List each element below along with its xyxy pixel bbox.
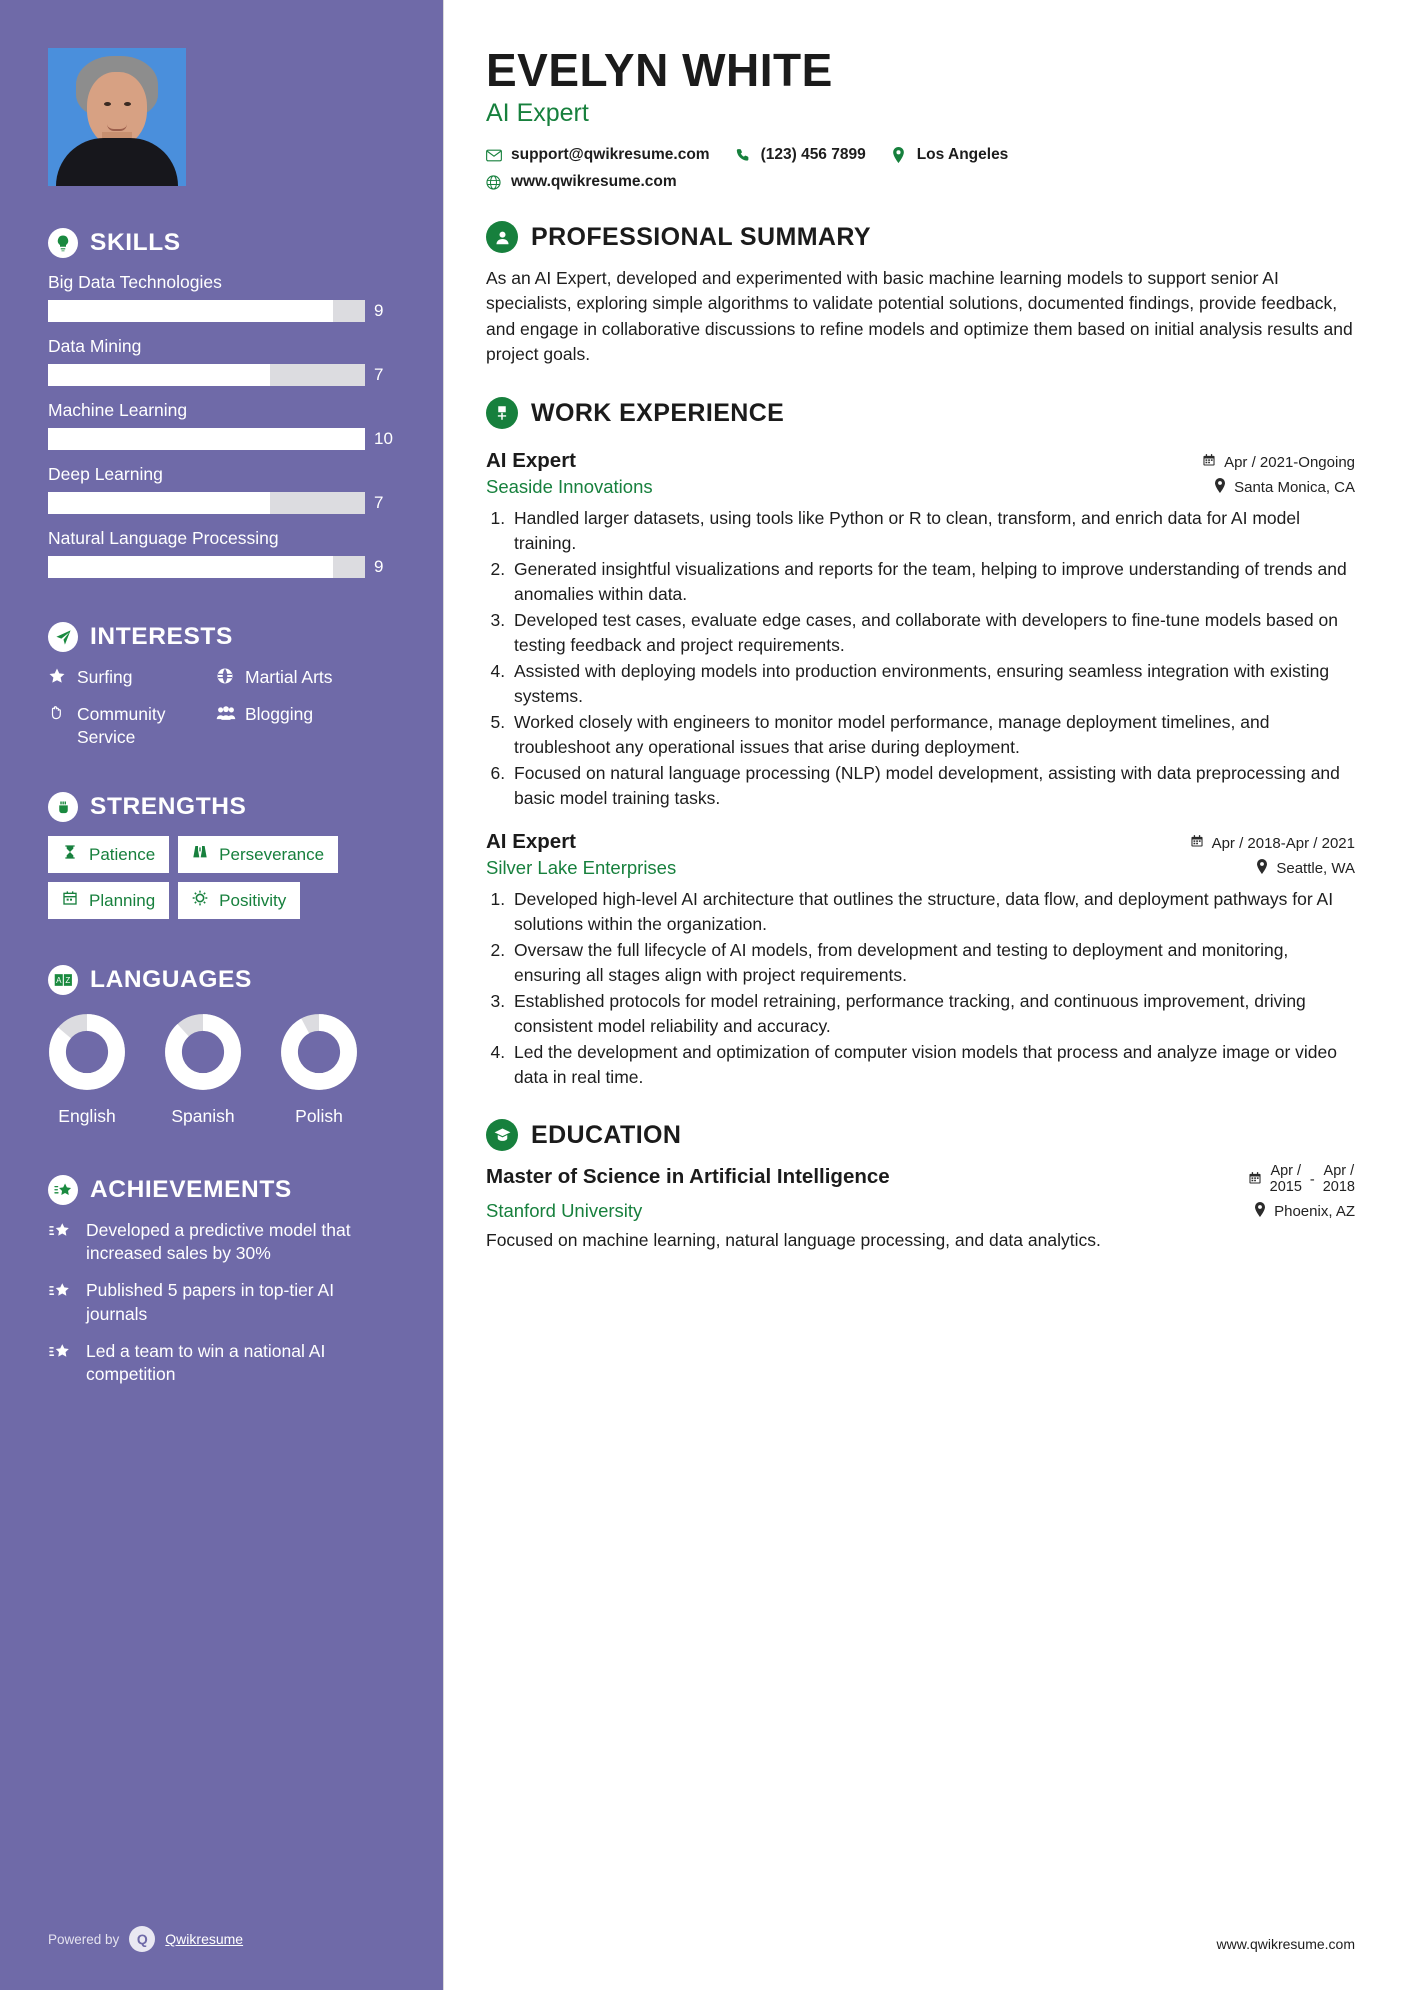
skill-value: 9: [374, 557, 384, 576]
skill-bar: [48, 300, 365, 322]
strength-label: Planning: [89, 890, 156, 910]
calendar-icon: [1190, 834, 1204, 852]
strengths-header: [48, 792, 395, 822]
avatar-eye-left: [104, 102, 111, 106]
skill-label: Data Mining: [48, 336, 142, 356]
education-section: [486, 1119, 1355, 1253]
education-end-month: Apr /: [1323, 1163, 1355, 1180]
strength-label: Patience: [89, 844, 156, 864]
skill-item: [48, 528, 395, 578]
education-start-year: 2015: [1269, 1178, 1302, 1195]
strength-label: Perseverance: [219, 844, 325, 864]
work-entry: [486, 449, 1355, 810]
main-content: [444, 0, 1407, 1990]
interests-section: [0, 622, 443, 748]
hourglass-icon: [62, 844, 80, 865]
office-chair-icon: [486, 397, 518, 429]
globe-icon: [216, 667, 236, 691]
language-donut: [48, 1013, 126, 1091]
skill-value: 7: [374, 365, 384, 384]
language-item: [48, 1013, 126, 1127]
svg-text:A: A: [55, 976, 61, 986]
website-item[interactable]: [486, 173, 677, 191]
graduation-icon: [486, 1119, 518, 1151]
job-bullet: 3. Developed test cases, evaluate edge cases, and collaborate with developers to fine-tune models based on testing feedback and project requirements.: [510, 608, 1355, 657]
job-role-subtitle: AI Expert: [486, 99, 589, 128]
education-location: [1254, 1202, 1355, 1221]
work-entry: [486, 830, 1355, 1089]
users-icon: [216, 704, 236, 728]
language-label: English: [58, 1106, 116, 1127]
skill-bar: [48, 556, 365, 578]
job-dates-text: Apr / 2018-Apr / 2021: [1211, 834, 1355, 852]
skill-label: Natural Language Processing: [48, 528, 279, 548]
education-degree: Master of Science in Artificial Intelligence: [486, 1165, 890, 1189]
job-location-text: Seattle, WA: [1276, 860, 1355, 878]
avatar: [48, 48, 186, 186]
job-bullet: 4. Led the development and optimization of computer vision models that process and analyze image or video data in real time.: [510, 1040, 1355, 1089]
job-bullet: 6. Focused on natural language processing (NLP) model development, assisting with data preprocessing and basic model training tasks.: [510, 761, 1355, 810]
hand-icon: [48, 704, 68, 728]
education-end-date: [1323, 1164, 1355, 1196]
skill-item: [48, 464, 395, 514]
phone-text: (123) 456 7899: [760, 146, 866, 164]
qwikresume-logo-icon: Q: [129, 1926, 155, 1952]
education-date-separator: -: [1309, 1171, 1315, 1188]
languages-list: [48, 1013, 395, 1127]
strengths-section: [0, 792, 443, 919]
skill-bar: [48, 428, 365, 450]
job-dates-text: Apr / 2021-Ongoing: [1224, 453, 1355, 471]
education-end-year: 2018: [1322, 1178, 1355, 1195]
interests-list: [48, 666, 395, 748]
job-title: AI Expert: [486, 830, 576, 854]
translate-icon: [48, 965, 78, 995]
achievement-item: [48, 1340, 395, 1386]
interest-item: [216, 666, 395, 691]
interest-label: Martial Arts: [245, 667, 333, 687]
language-item: [164, 1013, 242, 1127]
professional-summary-section: [486, 221, 1355, 367]
location-item: [892, 146, 1009, 164]
job-bullet-list: [510, 506, 1355, 810]
map-pin-icon: [1214, 478, 1226, 497]
contact-row-website: [486, 173, 1355, 191]
education-school: Stanford University: [486, 1199, 643, 1221]
achievements-header: [48, 1175, 395, 1205]
map-pin-icon: [892, 147, 908, 163]
achievements-section: [0, 1175, 443, 1426]
skill-item: [48, 336, 395, 386]
main-footer-website: www.qwikresume.com: [1216, 1936, 1355, 1952]
fist-icon: [48, 792, 78, 822]
achievement-text: Developed a predictive model that increased sales by 30%: [86, 1220, 351, 1264]
page-title: EVELYN WHITE: [486, 44, 833, 96]
languages-header: [48, 965, 395, 995]
lightbulb-icon: [48, 228, 78, 258]
job-dates: [1190, 834, 1355, 852]
skills-title: SKILLS: [90, 229, 181, 256]
skills-section: [0, 228, 443, 578]
location-text: Los Angeles: [916, 146, 1009, 164]
interest-item: [48, 666, 216, 691]
language-item: [280, 1013, 358, 1127]
education-location-text: Phoenix, AZ: [1274, 1202, 1355, 1220]
skills-list: [48, 272, 395, 578]
sun-icon: [192, 890, 210, 911]
skills-header: [48, 228, 395, 258]
education-start-date: [1270, 1164, 1302, 1196]
job-bullet: 4. Assisted with deploying models into production environments, ensuring seamless integration with existing systems.: [510, 659, 1355, 708]
interest-label: Blogging: [245, 703, 314, 724]
job-bullet: 5. Worked closely with engineers to monitor model performance, manage deployment timelines, and troubleshoot any operational issues that arise during deployment.: [510, 710, 1355, 759]
job-location-text: Santa Monica, CA: [1234, 479, 1355, 497]
work-experience-section: [486, 397, 1355, 1089]
email-item[interactable]: [486, 146, 710, 164]
svg-text:Z: Z: [64, 976, 70, 986]
interests-header: [48, 622, 395, 652]
strengths-title: STRENGTHS: [90, 793, 247, 821]
interest-label: Surfing: [77, 667, 133, 687]
skill-value: 7: [374, 493, 384, 512]
work-header: [486, 397, 1355, 429]
achievement-text: Led a team to win a national AI competition: [86, 1340, 326, 1384]
strength-label: Positivity: [219, 890, 287, 910]
job-bullet: 2. Generated insightful visualizations and reports for the team, helping to improve understanding of trends and anomalies within data.: [510, 557, 1355, 606]
achievement-text: Published 5 papers in top-tier AI journals: [86, 1280, 335, 1324]
skill-label: Deep Learning: [48, 464, 163, 484]
skill-bar-fill: [48, 300, 333, 322]
job-company: Silver Lake Enterprises: [486, 857, 677, 879]
interest-item: [48, 703, 216, 749]
summary-header: [486, 221, 1355, 253]
strength-item: [48, 836, 169, 873]
sidebar-footer: [48, 1926, 243, 1952]
avatar-eye-right: [124, 102, 131, 106]
interest-item: [216, 703, 395, 749]
job-bullet: 2. Oversaw the full lifecycle of AI models, from development and testing to deployment and monitoring, ensuring all stages align with project requirements.: [510, 938, 1355, 987]
shooting-star-icon: [48, 1281, 74, 1307]
education-entry: [486, 1164, 1355, 1253]
job-bullet-list: [510, 887, 1355, 1089]
map-pin-icon: [1254, 1202, 1266, 1221]
strength-item: [48, 882, 169, 919]
star-icon: [48, 667, 68, 691]
qwikresume-link[interactable]: Qwikresume: [165, 1931, 244, 1947]
language-label: Spanish: [171, 1106, 235, 1127]
interest-label: Community Service: [77, 703, 166, 747]
job-location: [1214, 478, 1355, 497]
binoculars-icon: [192, 844, 210, 865]
website-text: www.qwikresume.com: [511, 173, 677, 191]
skill-label: Big Data Technologies: [48, 272, 222, 292]
email-text: support@qwikresume.com: [511, 146, 710, 164]
languages-section: [0, 965, 443, 1127]
summary-title: PROFESSIONAL SUMMARY: [531, 222, 871, 251]
phone-item[interactable]: [736, 146, 866, 164]
job-bullet: 3. Established protocols for model retraining, performance tracking, and continuous improvement, driving consistent model reliability and accuracy.: [510, 989, 1355, 1038]
job-company: Seaside Innovations: [486, 476, 653, 498]
skill-label: Machine Learning: [48, 400, 188, 420]
job-bullet: 1. Developed high-level AI architecture that outlines the structure, data flow, and deployment pathways for AI solutions within the organization.: [510, 887, 1355, 936]
summary-text: As an AI Expert, developed and experimented with basic machine learning models to support senior AI specialists, exploring simple algorithms to validate potential solutions, documented findings, provide feedback, and engage in collaborative discussions to refine models and optimize them based on initial analysis results and project goals.: [486, 268, 1353, 364]
map-pin-icon: [1256, 859, 1268, 878]
education-header: [486, 1119, 1355, 1151]
sidebar: [0, 0, 443, 1990]
language-donut: [280, 1013, 358, 1091]
powered-by-label: Powered by: [48, 1931, 120, 1947]
skill-value: 9: [374, 301, 384, 320]
skill-bar-fill: [48, 428, 365, 450]
education-start-month: Apr /: [1270, 1163, 1302, 1180]
contact-row-primary: [486, 146, 1355, 164]
calendar-icon: [62, 890, 80, 911]
job-dates: [1202, 453, 1355, 471]
skill-bar-fill: [48, 492, 270, 514]
skill-bar-fill: [48, 364, 270, 386]
strengths-list: [48, 836, 398, 919]
strength-item: [178, 882, 300, 919]
achievement-item: [48, 1279, 395, 1325]
skill-value: 10: [374, 429, 393, 448]
achievements-title: ACHIEVEMENTS: [90, 1176, 292, 1204]
work-title: WORK EXPERIENCE: [531, 398, 785, 427]
calendar-icon: [1248, 1171, 1262, 1189]
interests-title: INTERESTS: [90, 623, 233, 650]
paper-plane-icon: [48, 622, 78, 652]
envelope-icon: [486, 149, 502, 162]
shooting-star-icon: [48, 1175, 78, 1205]
languages-title: LANGUAGES: [90, 966, 252, 994]
skill-item: [48, 400, 395, 450]
education-dates: [1248, 1164, 1355, 1196]
skill-bar: [48, 364, 365, 386]
education-description: Focused on machine learning, natural language processing, and data analytics.: [486, 1229, 1101, 1250]
phone-icon: [736, 148, 752, 163]
contact-info: [486, 146, 1355, 191]
shooting-star-icon: [48, 1342, 74, 1368]
skill-bar-fill: [48, 556, 333, 578]
job-location: [1256, 859, 1355, 878]
strength-item: [178, 836, 338, 873]
job-title: AI Expert: [486, 449, 576, 473]
globe-icon: [486, 175, 502, 190]
achievement-item: [48, 1219, 395, 1265]
job-bullet: 1. Handled larger datasets, using tools like Python or R to clean, transform, and enrich data for AI model training.: [510, 506, 1355, 555]
language-donut: [164, 1013, 242, 1091]
education-title: EDUCATION: [531, 1120, 682, 1149]
language-label: Polish: [295, 1106, 343, 1127]
user-circle-icon: [486, 221, 518, 253]
calendar-icon: [1202, 453, 1216, 471]
skill-item: [48, 272, 395, 322]
skill-bar: [48, 492, 365, 514]
shooting-star-icon: [48, 1221, 74, 1247]
avatar-body: [56, 138, 178, 186]
